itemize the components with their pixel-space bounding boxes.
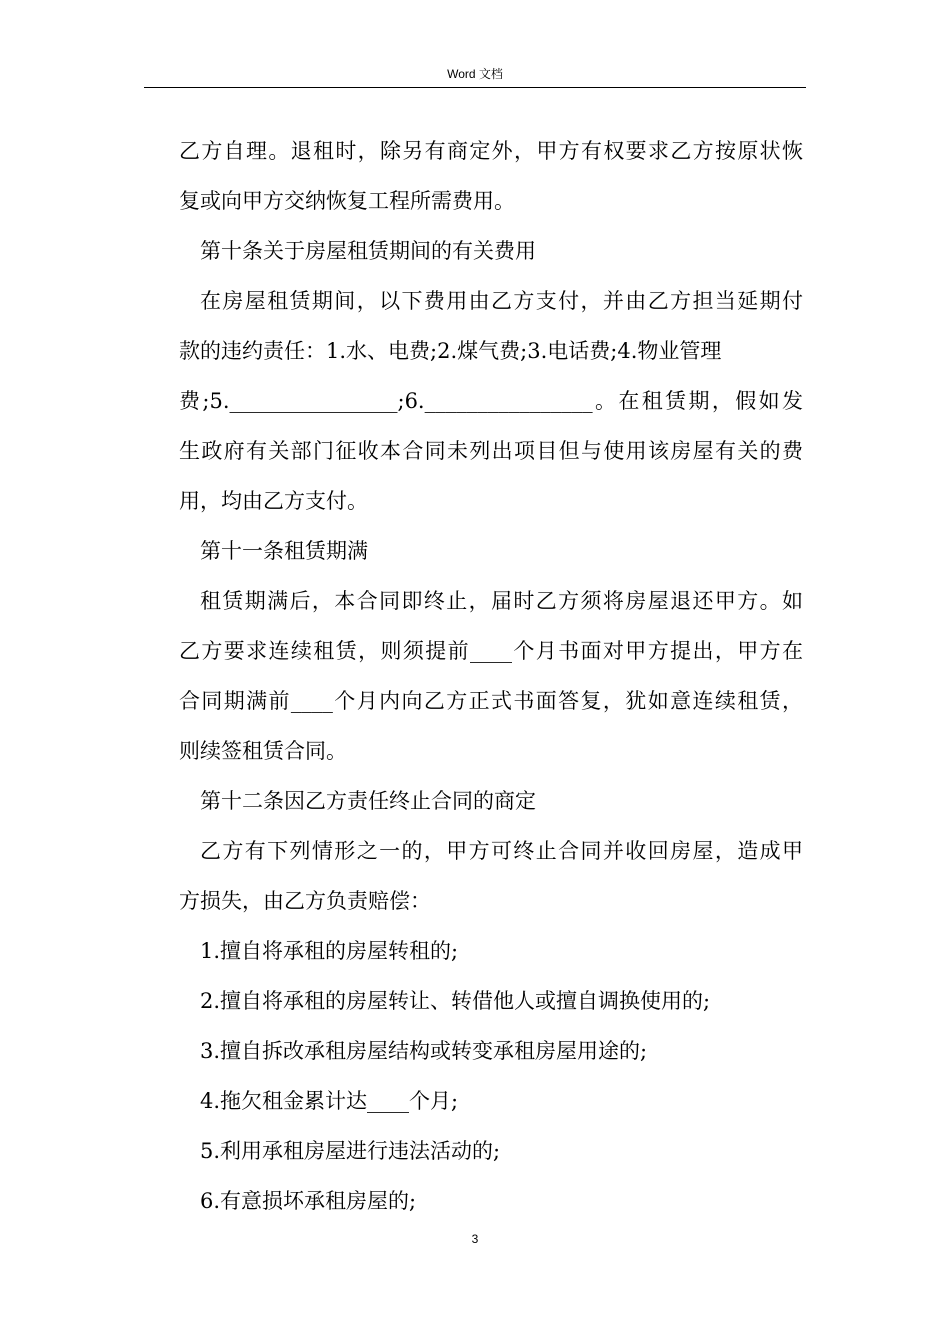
text-line: 方损失，由乙方负责赔偿： — [179, 889, 431, 913]
list-item: 6.有意损坏承租房屋的; — [200, 1189, 417, 1213]
page-header: Word 文档 — [447, 67, 503, 81]
text-line: 在房屋租赁期间，以下费用由乙方支付，并由乙方担当延期付 — [200, 289, 803, 313]
text-line: 乙方要求连续租赁，则须提前____个月书面对甲方提出，甲方在 — [179, 639, 803, 663]
text-line: 租赁期满后，本合同即终止，届时乙方须将房屋退还甲方。如 — [200, 589, 803, 613]
page-number: 3 — [471, 1232, 479, 1246]
list-item: 3.擅自拆改承租房屋结构或转变承租房屋用途的; — [200, 1039, 648, 1063]
section-heading-article-12: 第十二条因乙方责任终止合同的商定 — [200, 789, 536, 813]
text-line: 乙方自理。退租时，除另有商定外，甲方有权要求乙方按原状恢 — [179, 139, 803, 163]
text-line: 则续签租赁合同。 — [179, 739, 347, 763]
list-item: 1.擅自将承租的房屋转租的; — [200, 939, 459, 963]
document-body — [179, 126, 803, 1226]
text-line: 费;5.________________;6.________________。在租赁期，假如发 — [179, 389, 803, 413]
header-divider — [144, 87, 806, 88]
text-line: 合同期满前____个月内向乙方正式书面答复，犹如意连续租赁， — [179, 689, 803, 713]
text-line: 生政府有关部门征收本合同未列出项目但与使用该房屋有关的费 — [179, 439, 803, 463]
text-line: 复或向甲方交纳恢复工程所需费用。 — [179, 189, 515, 213]
text-line: 款的违约责任：1.水、电费;2.煤气费;3.电话费;4.物业管理 — [179, 339, 722, 363]
list-item: 2.擅自将承租的房屋转让、转借他人或擅自调换使用的; — [200, 989, 711, 1013]
text-line: 乙方有下列情形之一的，甲方可终止合同并收回房屋，造成甲 — [200, 839, 803, 863]
text-line: 用，均由乙方支付。 — [179, 489, 368, 513]
list-item: 5.利用承租房屋进行违法活动的; — [200, 1139, 501, 1163]
section-heading-article-11: 第十一条租赁期满 — [200, 539, 368, 563]
section-heading-article-10: 第十条关于房屋租赁期间的有关费用 — [200, 239, 536, 263]
list-item: 4.拖欠租金累计达____个月; — [200, 1089, 459, 1113]
